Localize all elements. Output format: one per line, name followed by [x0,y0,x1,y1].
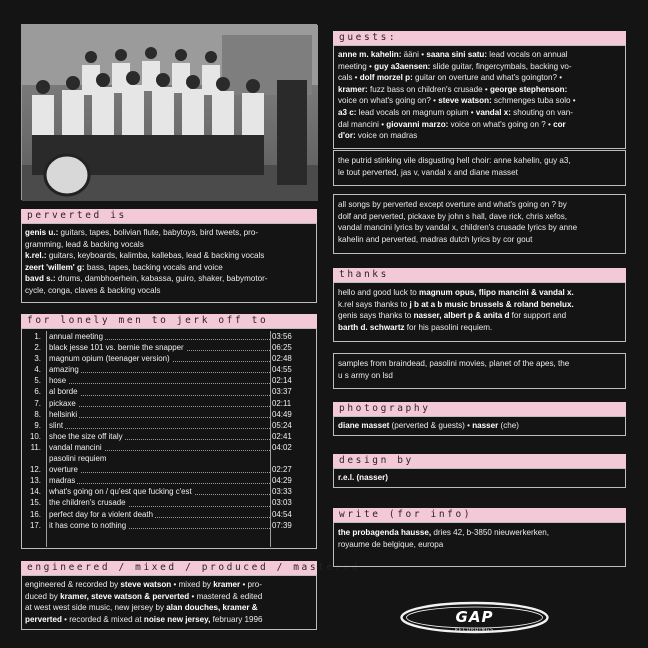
design-text: r.e.l. (nasser) [338,473,388,482]
track-title-text: pickaxe [49,398,76,408]
track-row [23,364,312,375]
track-duration: 03:33 [272,487,292,497]
songs-text: all songs by perverted except overture and what's going on ? by dolf and perverted, pickaxe by john s hall, dave rick, chris xefos, vandal mancini lyrics by vandal x, children's crusade lyrics by anne kahelin and perverted, madras dutch lyrics by cor gout [338,200,578,244]
track-title-text: perfect day for a violent death [49,509,153,519]
track-title [49,409,79,420]
track-number: 1. [34,332,41,341]
track-number: 10. [30,431,41,441]
track-row [23,431,312,442]
track-title-text: pasolini requiem [49,454,107,464]
track-leader-dots [49,428,270,429]
track-duration: 03:56 [272,332,292,341]
track-number: 6. [34,387,41,397]
track-number: 5. [34,376,41,386]
write-header: write (for info) [333,508,626,522]
track-title [49,386,80,397]
track-row [23,520,312,531]
track-row [23,409,312,420]
track-row [23,509,312,520]
track-number: 8. [34,409,41,419]
track-leader-dots [49,395,270,396]
track-leader-dots [49,417,270,418]
thanks-text: hello and good luck to magnum opus, flipo mancini & vandal x. k.rel says thanks to j b at a b music brussels & roland benelux. genis says thanks to nasser, albert p & anita d for support and barth d. schwartz for his pasolini requiem. [338,288,574,332]
track-title-text: what's going on / qu'est que fucking c'est [49,487,192,497]
track-duration: 04:49 [272,409,292,419]
track-number: 3. [34,354,41,364]
track-duration: 02:14 [272,376,292,386]
track-title-text: madras [49,476,76,486]
band-photo [21,24,317,200]
track-title [49,520,128,531]
track-row [23,386,312,397]
track-title [49,398,78,409]
track-row [23,497,312,508]
track-duration: 06:25 [272,343,292,353]
track-leader-dots [49,372,270,373]
track-row [23,398,312,409]
track-number: 17. [30,520,41,530]
track-duration: 04:54 [272,509,292,519]
perverted-is-header: perverted is [21,209,317,223]
track-title [49,364,81,375]
samples-text: samples from braindead, pasolini movies, planet of the apes, the u s army on lsd [338,359,570,380]
logo-main-text: GAP [455,608,494,626]
track-row [23,353,312,364]
credits-header: engineered / mixed / produced / mastered [21,561,317,575]
track-leader-dots [49,383,270,384]
track-list [23,331,312,531]
perverted-is-text: genis u.: guitars, tapes, bolivian flute, babytoys, bird tweets, pro- gramming, lead & backing vocals k.rel.: guitars, keyboards, kalimba, kallebas, lead & backing vocals zeert 'willem' g: bass, tapes, backing vocals and voice bavd s.: drums, dambhoerhein, kabassa, guiro, shaker, babymotor- cycle, conga, claves & backing vocals [25,228,268,295]
tracklist-header: for lonely men to jerk off to [21,314,317,328]
track-duration: 03:03 [272,498,292,508]
design-header: design by [333,454,626,468]
logo-sub-text: RECORDINGS [455,627,494,632]
track-duration: 02:48 [272,354,292,364]
track-duration: 02:11 [272,398,292,408]
track-number: 16. [30,509,41,519]
track-title [49,331,105,342]
track-row [23,453,312,464]
photography-header: photography [333,402,626,416]
choir-text: the putrid stinking vile disgusting hell choir: anne kahelin, guy a3, le tout perverted, jas v, vandal x and diane masset [338,156,571,177]
track-number: 15. [30,498,41,508]
track-title [49,431,125,442]
track-title [49,375,68,386]
track-title [49,497,128,508]
track-title [49,353,172,364]
track-title [49,464,80,475]
track-title-text: the children's crusade [49,498,126,508]
track-number: 14. [30,487,41,497]
photography-text: diane masset (perverted & guests) • nasser (che) [338,421,520,430]
track-title-text: al borde [49,387,78,397]
track-number: 2. [34,343,41,353]
track-duration: 03:37 [272,387,292,397]
track-title-text: shoe the size off italy [49,431,123,441]
track-title-text: magnum opium (teenager version) [49,354,170,364]
track-number: 9. [34,420,41,430]
track-title [49,486,194,497]
track-duration: 04:29 [272,476,292,486]
track-title-text: vandal mancini [49,442,102,452]
track-title-text: it has come to nothing [49,520,127,530]
credits-text: engineered & recorded by steve watson • mixed by kramer • pro- duced by kramer, steve watson & perverted • mastered & edited at west west side music, new jersey by alan douches, kramer & perverted • recorded & mixed at noise new jersey, february 1996 [25,580,263,624]
band-photo-image [22,25,318,201]
track-duration: 02:41 [272,431,292,441]
track-title-text: black jesse 101 vs. bernie the snapper [49,343,184,353]
track-title-text: hose [49,376,67,386]
track-duration: 02:27 [272,465,292,475]
track-row [23,331,312,342]
track-title-text: amazing [49,365,79,375]
track-title-text: hellsinki [49,409,78,419]
track-duration: 04:02 [272,442,292,452]
track-title-text: annual meeting [49,332,103,341]
track-title-text: slint [49,420,64,430]
guests-text: anne m. kahelin: ääni • saana sini satu: lead vocals on annual meeting • guy a3aensen: slide guitar, fingercymbals, backing vo- cals • dolf morzel p: guitar on overture and what's goington? • kramer: fuzz bass on children's crusade • george stephenson: voice on what's going on? • steve watson: schmenges tuba solo • a3 c: lead vocals on magnum opium • vandal x: shouting on van- dal mancini • giovanni marzo: voice on what's going on ? • cor d'or: voice on madras [338,50,576,141]
guests-header: guests: [333,31,626,45]
track-title [49,442,104,453]
track-number: 11. [30,442,41,452]
track-title [49,453,108,464]
track-number: 7. [34,398,41,408]
write-text: the probagenda hausse, dries 42, b-3850 nieuwerkerken, royaume de belgique, europa [338,528,549,549]
track-title [49,509,155,520]
track-duration: 07:39 [272,520,292,530]
track-number: 4. [34,365,41,375]
track-row [23,375,312,386]
track-title-text: overture [49,465,78,475]
track-row [23,342,312,353]
track-row [23,475,312,486]
thanks-header: thanks [333,268,626,282]
track-row [23,442,312,453]
track-title [49,475,77,486]
track-number: 13. [30,476,41,486]
track-row [23,464,312,475]
track-leader-dots [49,472,270,473]
track-row [23,486,312,497]
track-title [49,420,65,431]
track-duration: 04:55 [272,365,292,375]
track-row [23,420,312,431]
track-number: 12. [30,465,41,475]
track-leader-dots [49,483,270,484]
gap-recordings-logo [399,601,550,634]
track-title [49,342,186,353]
track-leader-dots [49,406,270,407]
track-duration: 05:24 [272,420,292,430]
